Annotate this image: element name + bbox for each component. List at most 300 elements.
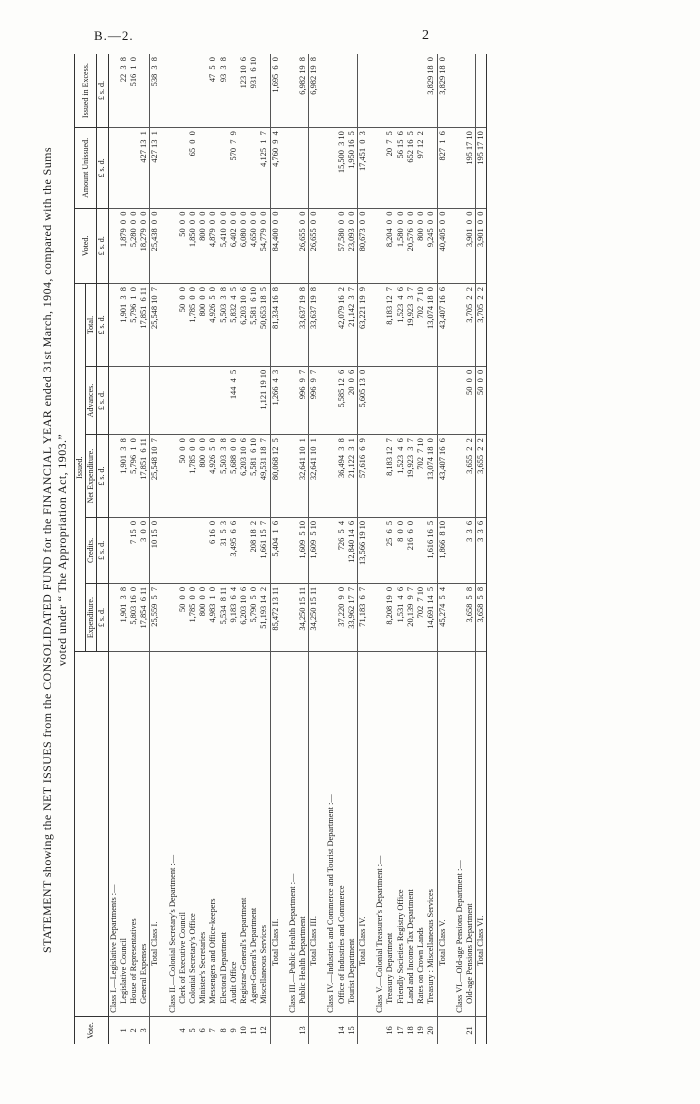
credits-cell bbox=[288, 517, 298, 583]
credits-cell: 7 15 0 bbox=[129, 517, 139, 583]
credits-cell: 1,609 5 10 bbox=[298, 517, 309, 583]
excess-cell: 6,982 19 8 bbox=[309, 54, 320, 128]
credits-cell: 1,866 8 10 bbox=[437, 517, 448, 583]
unissued-cell bbox=[326, 128, 336, 208]
unissued-cell bbox=[375, 128, 385, 208]
expenditure-cell: 3,658 5 8 bbox=[476, 583, 487, 651]
expenditure-cell: 71,183 6 7 bbox=[358, 583, 369, 651]
row-description: Total Class II. bbox=[270, 652, 281, 1017]
credits-cell bbox=[119, 517, 129, 583]
row-description: Registrar-General's Department bbox=[239, 652, 249, 1017]
unissued-cell: 4,760 9 4 bbox=[270, 128, 281, 208]
unissued-cell: 1,950 16 5 bbox=[347, 128, 358, 208]
table-row bbox=[347, 54, 358, 1044]
excess-cell bbox=[396, 54, 406, 128]
voted-cell: 6,402 0 0 bbox=[229, 208, 239, 284]
total-cell: 3,705 2 2 bbox=[476, 284, 487, 367]
unissued-header: Amount Unissued. bbox=[75, 128, 97, 208]
expenditure-cell: 800 0 0 bbox=[198, 583, 208, 651]
money-units: £ s. d. bbox=[97, 54, 108, 128]
expenditure-cell bbox=[108, 583, 119, 651]
advances-header: Advances. bbox=[86, 366, 97, 434]
unissued-cell bbox=[455, 128, 465, 208]
excess-cell bbox=[168, 54, 178, 128]
row-description: Total Class IV. bbox=[358, 652, 369, 1017]
net-expenditure-cell: 25,548 10 7 bbox=[150, 435, 161, 518]
advances-cell bbox=[219, 366, 229, 434]
total-row bbox=[270, 54, 281, 1044]
unissued-cell bbox=[108, 128, 119, 208]
total-row bbox=[358, 54, 369, 1044]
advances-cell: 996 9 7 bbox=[309, 366, 320, 434]
money-units: £ s. d. bbox=[97, 208, 108, 284]
excess-cell: 6,982 19 8 bbox=[298, 54, 309, 128]
expenditure-cell: 17,854 6 11 bbox=[139, 583, 150, 651]
voted-cell: 84,400 0 0 bbox=[270, 208, 281, 284]
credits-cell bbox=[168, 517, 178, 583]
credits-cell: 3,495 6 6 bbox=[229, 517, 239, 583]
excess-cell bbox=[358, 54, 369, 128]
unissued-cell bbox=[239, 128, 249, 208]
voted-cell: 26,655 0 0 bbox=[309, 208, 320, 284]
excess-cell bbox=[178, 54, 188, 128]
total-cell: 5,503 3 8 bbox=[219, 284, 229, 367]
net-expenditure-cell: 19,923 3 7 bbox=[406, 435, 416, 518]
row-description: Miscellaneous Services bbox=[259, 652, 270, 1017]
row-description: Treasury : Miscellaneous Services bbox=[426, 652, 437, 1017]
vote-number: 11 bbox=[249, 1026, 259, 1035]
voted-cell: 20,576 0 0 bbox=[406, 208, 416, 284]
credits-cell: 31 5 3 bbox=[219, 517, 229, 583]
excess-cell bbox=[229, 54, 239, 128]
unissued-cell: 652 16 5 bbox=[406, 128, 416, 208]
advances-cell bbox=[208, 366, 218, 434]
vote-number bbox=[270, 1016, 281, 1044]
expenditure-cell: 3,658 5 8 bbox=[465, 583, 476, 651]
expenditure-cell: 4,983 1 0 bbox=[208, 583, 218, 651]
class-heading-row bbox=[288, 54, 298, 1044]
advances-cell bbox=[385, 366, 395, 434]
credits-cell: 3 3 6 bbox=[476, 517, 487, 583]
vote-number: 9 bbox=[228, 1028, 238, 1033]
credits-cell: 6 16 0 bbox=[208, 517, 218, 583]
total-cell: 17,851 6 11 bbox=[139, 284, 150, 367]
total-cell: 1,901 3 8 bbox=[119, 284, 129, 367]
net-expenditure-cell: 17,851 6 11 bbox=[139, 435, 150, 518]
advances-cell bbox=[375, 366, 385, 434]
advances-cell bbox=[139, 366, 150, 434]
net-expenditure-cell: 57,616 6 9 bbox=[358, 435, 369, 518]
total-header: Total. bbox=[86, 284, 97, 367]
voted-cell: 57,580 0 0 bbox=[337, 208, 347, 284]
vote-number bbox=[326, 1016, 336, 1044]
table-row bbox=[426, 54, 437, 1044]
row-description: Treasury Department bbox=[385, 652, 395, 1017]
total-cell: 702 7 10 bbox=[416, 284, 426, 367]
excess-cell: 538 3 8 bbox=[150, 54, 161, 128]
excess-header: Issued in Excess. bbox=[75, 54, 97, 128]
unissued-cell: 97 12 2 bbox=[416, 128, 426, 208]
total-cell: 5,832 4 5 bbox=[229, 284, 239, 367]
expenditure-cell: 1,901 3 8 bbox=[119, 583, 129, 651]
table-row bbox=[178, 54, 188, 1044]
total-cell bbox=[326, 284, 336, 367]
advances-cell bbox=[198, 366, 208, 434]
excess-cell bbox=[476, 54, 487, 128]
voted-cell bbox=[375, 208, 385, 284]
advances-cell: 5,605 13 0 bbox=[358, 366, 369, 434]
net-expenditure-cell: 3,655 2 2 bbox=[465, 435, 476, 518]
expenditure-header: Expenditure. bbox=[86, 583, 97, 651]
credits-cell: 12,840 14 6 bbox=[347, 517, 358, 583]
row-description: Class IV.—Industries and Commerce and Tourist Department :— bbox=[326, 652, 336, 1017]
voted-cell: 1,850 0 0 bbox=[188, 208, 198, 284]
net-expenditure-cell: 702 7 10 bbox=[416, 435, 426, 518]
total-cell bbox=[288, 284, 298, 367]
vote-number bbox=[358, 1016, 369, 1044]
row-description: Messengers and Office-keepers bbox=[208, 652, 218, 1017]
vote-number: 4 bbox=[177, 1028, 187, 1033]
unissued-cell bbox=[168, 128, 178, 208]
vote-number bbox=[375, 1016, 385, 1044]
class-heading-row bbox=[168, 54, 178, 1044]
total-cell: 8,183 12 7 bbox=[385, 284, 395, 367]
expenditure-cell bbox=[455, 583, 465, 651]
unissued-cell bbox=[119, 128, 129, 208]
voted-cell: 40,405 0 0 bbox=[437, 208, 448, 284]
expenditure-cell: 85,472 13 11 bbox=[270, 583, 281, 651]
net-expenditure-cell: 50 0 0 bbox=[178, 435, 188, 518]
table-row bbox=[119, 54, 129, 1044]
total-cell: 25,548 10 7 bbox=[150, 284, 161, 367]
vote-number bbox=[150, 1016, 161, 1044]
credits-cell bbox=[239, 517, 249, 583]
table-row bbox=[249, 54, 259, 1044]
net-expenditure-cell: 4,926 5 0 bbox=[208, 435, 218, 518]
advances-cell: 5,585 12 6 bbox=[337, 366, 347, 434]
credits-cell: 216 6 0 bbox=[406, 517, 416, 583]
expenditure-cell: 50 0 0 bbox=[178, 583, 188, 651]
vote-number bbox=[108, 1016, 119, 1044]
table-row bbox=[396, 54, 406, 1044]
credits-cell: 8 0 0 bbox=[396, 517, 406, 583]
unissued-cell: 195 17 10 bbox=[476, 128, 487, 208]
expenditure-cell: 45,274 5 4 bbox=[437, 583, 448, 651]
net-expenditure-cell: 3,655 2 2 bbox=[476, 435, 487, 518]
vote-number: 1 bbox=[118, 1028, 128, 1033]
excess-cell bbox=[416, 54, 426, 128]
class-heading-row bbox=[326, 54, 336, 1044]
vote-number: 20 bbox=[426, 1026, 436, 1035]
credits-cell: 208 18 2 bbox=[249, 517, 259, 583]
credits-cell: 10 15 0 bbox=[150, 517, 161, 583]
title-line-1: STATEMENT showing the NET ISSUES from the CONSOLIDATED FUND for the FINANCIAL YEAR ended 31st March, 1904, compared with the Sums bbox=[40, 147, 54, 953]
unissued-cell: 827 1 6 bbox=[437, 128, 448, 208]
money-units: £ s. d. bbox=[97, 517, 108, 583]
net-expenditure-cell: 49,531 18 7 bbox=[259, 435, 270, 518]
unissued-cell bbox=[129, 128, 139, 208]
total-cell: 3,705 2 2 bbox=[465, 284, 476, 367]
spacer-row bbox=[448, 54, 455, 1044]
vote-number: 18 bbox=[405, 1026, 415, 1035]
expenditure-cell bbox=[326, 583, 336, 651]
credits-cell bbox=[326, 517, 336, 583]
advances-cell: 20 0 6 bbox=[347, 366, 358, 434]
credits-cell: 5,404 1 6 bbox=[270, 517, 281, 583]
total-row bbox=[437, 54, 448, 1044]
voted-cell bbox=[108, 208, 119, 284]
unissued-cell bbox=[178, 128, 188, 208]
net-expenditure-cell: 1,785 0 0 bbox=[188, 435, 198, 518]
row-description: Audit Office bbox=[229, 652, 239, 1017]
total-cell: 63,221 19 9 bbox=[358, 284, 369, 367]
money-units: £ s. d. bbox=[97, 128, 108, 208]
net-expenditure-cell bbox=[455, 435, 465, 518]
voted-cell: 1,580 0 0 bbox=[396, 208, 406, 284]
advances-cell bbox=[288, 366, 298, 434]
credits-cell bbox=[108, 517, 119, 583]
advances-cell bbox=[150, 366, 161, 434]
unissued-cell: 65 0 0 bbox=[188, 128, 198, 208]
advances-cell bbox=[249, 366, 259, 434]
excess-cell bbox=[406, 54, 416, 128]
vote-number: 14 bbox=[336, 1026, 346, 1035]
voted-cell: 5,410 0 0 bbox=[219, 208, 229, 284]
row-description: Legislative Council bbox=[119, 652, 129, 1017]
total-cell: 42,079 16 2 bbox=[337, 284, 347, 367]
description-header bbox=[75, 652, 109, 1017]
vote-number bbox=[437, 1016, 448, 1044]
row-description: Office of Industries and Commerce bbox=[337, 652, 347, 1017]
spacer-row bbox=[319, 54, 326, 1044]
total-cell: 81,334 16 8 bbox=[270, 284, 281, 367]
credits-cell: 1,609 5 10 bbox=[309, 517, 320, 583]
vote-header: Vote. bbox=[75, 1016, 109, 1044]
expenditure-cell: 51,193 14 2 bbox=[259, 583, 270, 651]
expenditure-cell: 37,220 9 0 bbox=[337, 583, 347, 651]
credits-cell bbox=[375, 517, 385, 583]
total-cell: 21,142 3 7 bbox=[347, 284, 358, 367]
advances-cell: 996 9 7 bbox=[298, 366, 309, 434]
advances-cell: 50 0 0 bbox=[465, 366, 476, 434]
advances-cell: 1,266 4 3 bbox=[270, 366, 281, 434]
voted-cell bbox=[326, 208, 336, 284]
net-expenditure-cell: 80,068 12 5 bbox=[270, 435, 281, 518]
total-cell: 5,581 6 10 bbox=[249, 284, 259, 367]
credits-cell: 1,616 16 5 bbox=[426, 517, 437, 583]
unissued-cell: 427 13 1 bbox=[139, 128, 150, 208]
credits-header: Credits. bbox=[86, 517, 97, 583]
expenditure-cell bbox=[168, 583, 178, 651]
excess-cell: 93 3 8 bbox=[219, 54, 229, 128]
table-row bbox=[298, 54, 309, 1044]
total-cell: 19,923 3 7 bbox=[406, 284, 416, 367]
total-cell: 50 0 0 bbox=[178, 284, 188, 367]
voted-cell: 26,655 0 0 bbox=[298, 208, 309, 284]
total-cell: 4,926 5 0 bbox=[208, 284, 218, 367]
net-expenditure-cell: 36,494 3 8 bbox=[337, 435, 347, 518]
row-description: General Expenses bbox=[139, 652, 150, 1017]
excess-cell bbox=[108, 54, 119, 128]
total-row bbox=[476, 54, 487, 1044]
total-cell bbox=[455, 284, 465, 367]
net-expenditure-cell: 1,523 4 6 bbox=[396, 435, 406, 518]
expenditure-cell: 34,250 15 11 bbox=[298, 583, 309, 651]
credits-cell: 25 6 5 bbox=[385, 517, 395, 583]
vote-number: 19 bbox=[416, 1026, 426, 1035]
advances-cell: 1,121 19 10 bbox=[259, 366, 270, 434]
row-description: Class V.—Colonial Treasurer's Department :— bbox=[375, 652, 385, 1017]
total-row bbox=[150, 54, 161, 1044]
unissued-cell: 15,500 3 10 bbox=[337, 128, 347, 208]
net-expenditure-cell: 13,074 18 0 bbox=[426, 435, 437, 518]
unissued-cell: 427 13 1 bbox=[150, 128, 161, 208]
row-description: Rates on Crown Lands bbox=[416, 652, 426, 1017]
voted-cell: 3,901 0 0 bbox=[465, 208, 476, 284]
row-description: Total Class I. bbox=[150, 652, 161, 1017]
table-row bbox=[239, 54, 249, 1044]
net-expenditure-cell: 21,122 3 1 bbox=[347, 435, 358, 518]
net-expenditure-cell: 5,503 3 8 bbox=[219, 435, 229, 518]
advances-cell bbox=[239, 366, 249, 434]
excess-cell bbox=[455, 54, 465, 128]
table-row bbox=[259, 54, 270, 1044]
net-expenditure-cell bbox=[288, 435, 298, 518]
credits-cell bbox=[455, 517, 465, 583]
voted-cell: 25,438 0 0 bbox=[150, 208, 161, 284]
table-row bbox=[219, 54, 229, 1044]
net-expenditure-cell bbox=[168, 435, 178, 518]
net-expenditure-cell: 32,641 10 1 bbox=[298, 435, 309, 518]
net-expenditure-header: Net Expenditure. bbox=[86, 435, 97, 518]
total-cell: 6,203 10 6 bbox=[239, 284, 249, 367]
advances-cell bbox=[396, 366, 406, 434]
statement-title bbox=[40, 50, 70, 1050]
vote-number: 21 bbox=[464, 1026, 474, 1035]
expenditure-cell: 1,531 4 6 bbox=[396, 583, 406, 651]
row-description: Class VI.—Old-age Pensions Department :— bbox=[455, 652, 465, 1017]
advances-cell bbox=[108, 366, 119, 434]
unissued-cell: 4,125 1 7 bbox=[259, 128, 270, 208]
net-expenditure-cell: 5,688 0 0 bbox=[229, 435, 239, 518]
row-description: Tourist Department bbox=[347, 652, 358, 1017]
table-body bbox=[108, 54, 487, 1044]
expenditure-cell: 1,785 0 0 bbox=[188, 583, 198, 651]
excess-cell: 3,829 18 0 bbox=[437, 54, 448, 128]
vote-number: 16 bbox=[385, 1026, 395, 1035]
voted-header: Voted. bbox=[75, 208, 97, 284]
excess-cell bbox=[375, 54, 385, 128]
unissued-cell: 570 7 9 bbox=[229, 128, 239, 208]
excess-cell bbox=[139, 54, 150, 128]
expenditure-cell: 20,139 9 7 bbox=[406, 583, 416, 651]
net-expenditure-cell: 800 0 0 bbox=[198, 435, 208, 518]
voted-cell: 23,093 0 0 bbox=[347, 208, 358, 284]
excess-cell bbox=[337, 54, 347, 128]
net-expenditure-cell: 5,796 1 0 bbox=[129, 435, 139, 518]
row-description: Minister's Secretaries bbox=[198, 652, 208, 1017]
spacer-row bbox=[281, 54, 288, 1044]
unissued-cell bbox=[249, 128, 259, 208]
vote-number: 8 bbox=[218, 1028, 228, 1033]
vote-number bbox=[476, 1016, 487, 1044]
unissued-cell bbox=[208, 128, 218, 208]
voted-cell: 54,779 0 0 bbox=[259, 208, 270, 284]
advances-cell bbox=[168, 366, 178, 434]
expenditure-cell: 5,534 8 11 bbox=[219, 583, 229, 651]
total-cell bbox=[168, 284, 178, 367]
row-description: Class II.—Colonial Secretary's Department :— bbox=[168, 652, 178, 1017]
voted-cell bbox=[455, 208, 465, 284]
row-description: Total Class III. bbox=[309, 652, 320, 1017]
vote-number bbox=[168, 1016, 178, 1044]
row-description: Total Class V. bbox=[437, 652, 448, 1017]
unissued-cell bbox=[309, 128, 320, 208]
vote-number: 10 bbox=[239, 1026, 249, 1035]
voted-cell: 18,279 0 0 bbox=[139, 208, 150, 284]
credits-cell: 3 3 6 bbox=[465, 517, 476, 583]
table-row bbox=[129, 54, 139, 1044]
table-row bbox=[337, 54, 347, 1044]
unissued-cell bbox=[198, 128, 208, 208]
vote-number: 5 bbox=[188, 1028, 198, 1033]
credits-cell bbox=[188, 517, 198, 583]
row-description: Colonial Secretary's Office bbox=[188, 652, 198, 1017]
credits-cell: 3 0 0 bbox=[139, 517, 150, 583]
advances-cell bbox=[188, 366, 198, 434]
row-description: Old-age Pensions Department bbox=[465, 652, 476, 1017]
unissued-cell: 195 17 10 bbox=[465, 128, 476, 208]
net-expenditure-cell: 43,407 16 6 bbox=[437, 435, 448, 518]
unissued-cell bbox=[288, 128, 298, 208]
voted-cell: 4,650 0 0 bbox=[249, 208, 259, 284]
unissued-cell bbox=[298, 128, 309, 208]
voted-cell: 8,204 0 0 bbox=[385, 208, 395, 284]
excess-cell: 22 3 8 bbox=[119, 54, 129, 128]
vote-number: 13 bbox=[298, 1026, 308, 1035]
excess-cell bbox=[385, 54, 395, 128]
row-description: Class I.—Legislative Departments :— bbox=[108, 652, 119, 1017]
credits-cell bbox=[178, 517, 188, 583]
unissued-cell bbox=[219, 128, 229, 208]
total-cell bbox=[375, 284, 385, 367]
advances-cell: 144 4 5 bbox=[229, 366, 239, 434]
table-row bbox=[406, 54, 416, 1044]
class-heading-row bbox=[375, 54, 385, 1044]
unissued-cell bbox=[426, 128, 437, 208]
row-description: Clerk of Executive Council bbox=[178, 652, 188, 1017]
row-description: House of Representatives bbox=[129, 652, 139, 1017]
excess-cell: 3,829 18 0 bbox=[426, 54, 437, 128]
voted-cell: 50 0 0 bbox=[178, 208, 188, 284]
table-row bbox=[208, 54, 218, 1044]
row-description: Class III.—Public Health Department :— bbox=[288, 652, 298, 1017]
table-row bbox=[139, 54, 150, 1044]
total-cell: 800 0 0 bbox=[198, 284, 208, 367]
expenditure-cell: 14,691 14 5 bbox=[426, 583, 437, 651]
row-description: Public Health Department bbox=[298, 652, 309, 1017]
excess-cell: 123 10 6 bbox=[239, 54, 249, 128]
money-units: £ s. d. bbox=[97, 435, 108, 518]
vote-number bbox=[309, 1016, 320, 1044]
total-cell: 5,796 1 0 bbox=[129, 284, 139, 367]
vote-number: 3 bbox=[139, 1028, 149, 1033]
voted-cell bbox=[168, 208, 178, 284]
vote-number: 17 bbox=[395, 1026, 405, 1035]
voted-cell: 5,280 0 0 bbox=[129, 208, 139, 284]
advances-cell bbox=[326, 366, 336, 434]
voted-cell: 9,245 0 0 bbox=[426, 208, 437, 284]
